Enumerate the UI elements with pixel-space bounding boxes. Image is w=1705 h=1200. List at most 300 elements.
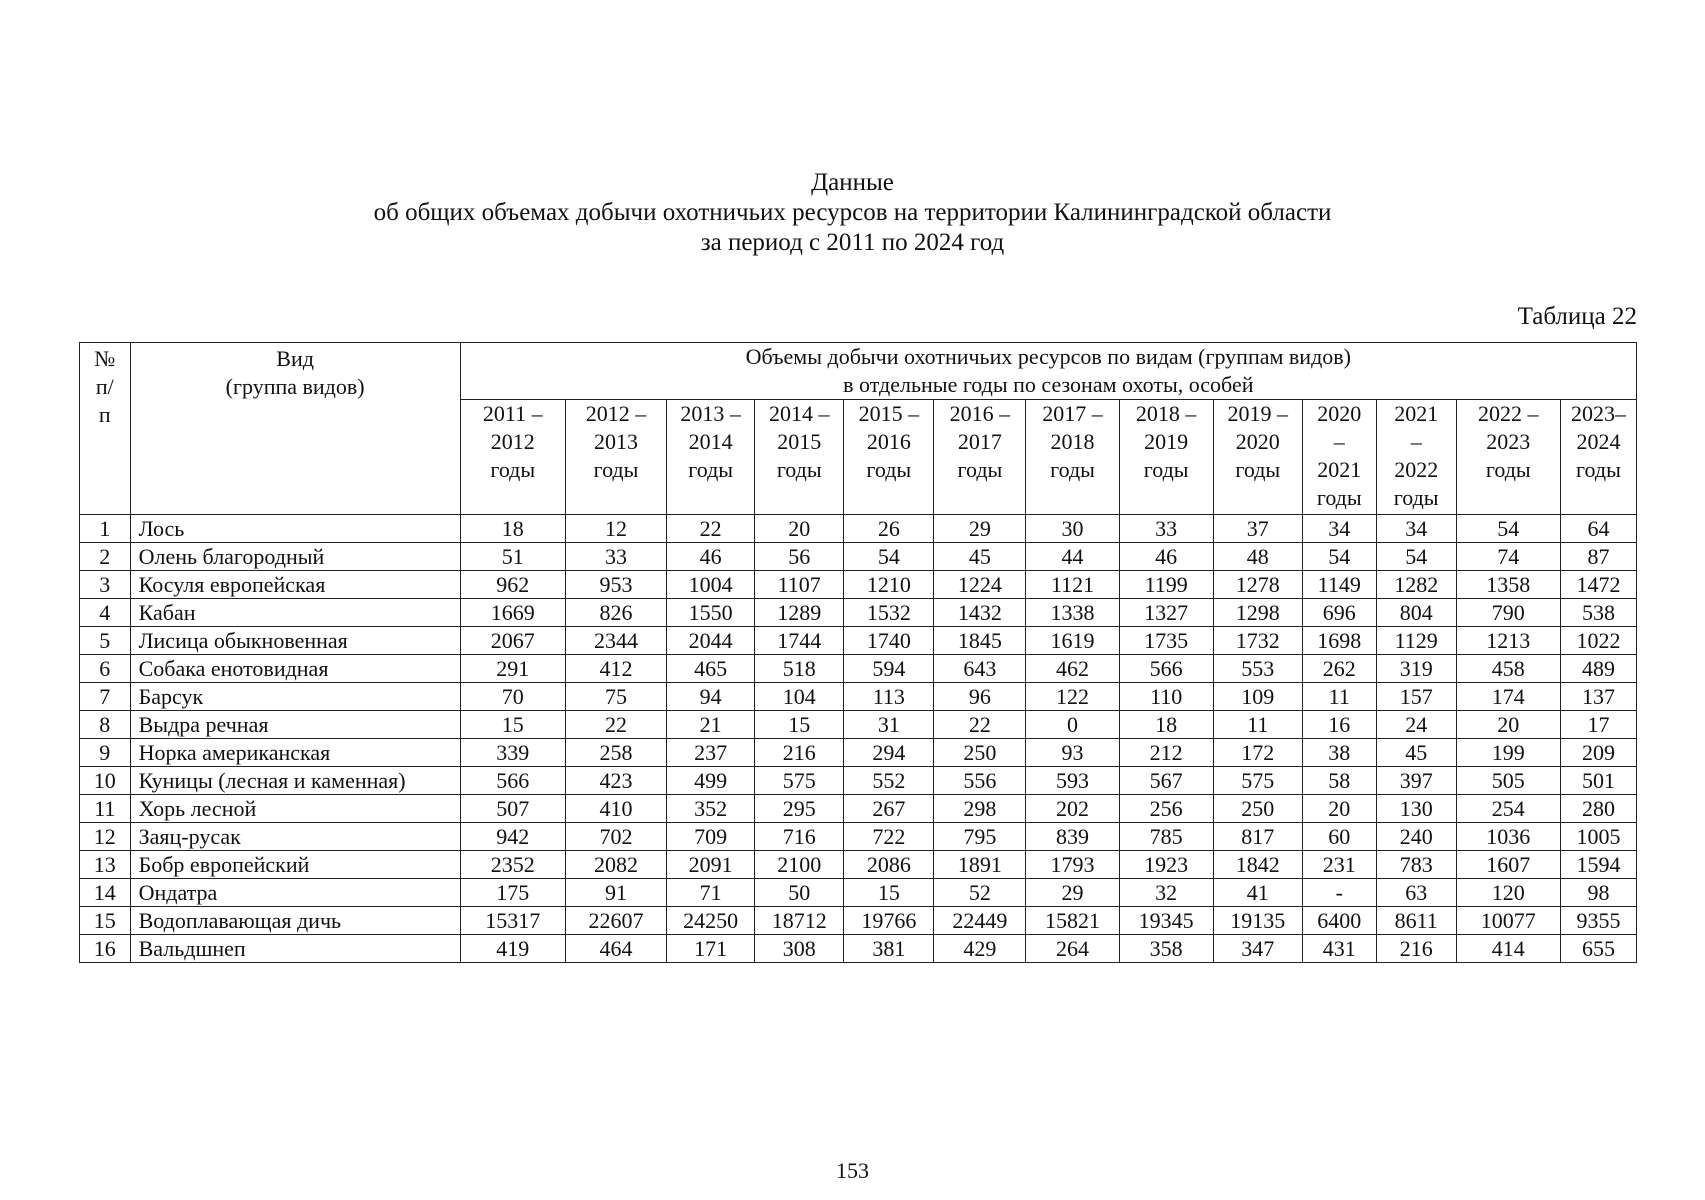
value-cell: 1149 (1302, 571, 1376, 599)
species-name: Куницы (лесная и каменная) (130, 767, 460, 795)
year-header-line: годы (1143, 457, 1189, 482)
value-cell: 71 (667, 879, 755, 907)
value-cell: 294 (844, 739, 934, 767)
value-cell: 1594 (1560, 851, 1636, 879)
value-cell: 11 (1213, 711, 1302, 739)
value-cell: 54 (1302, 543, 1376, 571)
value-cell: 91 (565, 879, 666, 907)
species-name: Ондатра (130, 879, 460, 907)
year-header-9 (1302, 400, 1376, 515)
value-cell: 212 (1119, 739, 1213, 767)
value-cell: 716 (755, 823, 844, 851)
value-cell: 505 (1456, 767, 1560, 795)
value-cell: 41 (1213, 879, 1302, 907)
species-name: Заяц-русак (130, 823, 460, 851)
value-cell: 20 (1456, 711, 1560, 739)
table-row (80, 683, 1637, 711)
value-cell: 120 (1456, 879, 1560, 907)
value-cell: 410 (565, 795, 666, 823)
value-cell: 26 (844, 515, 934, 543)
value-cell: 24250 (667, 907, 755, 935)
species-name: Бобр европейский (130, 851, 460, 879)
value-cell: 250 (934, 739, 1026, 767)
value-cell: 280 (1560, 795, 1636, 823)
row-number: 2 (80, 543, 131, 571)
value-cell: 38 (1302, 739, 1376, 767)
value-cell: 15 (460, 711, 565, 739)
value-cell: 1005 (1560, 823, 1636, 851)
table-row (80, 711, 1637, 739)
value-cell: 10077 (1456, 907, 1560, 935)
year-header-line: 2019 (1144, 429, 1189, 454)
year-header-1 (565, 400, 666, 515)
value-cell: 298 (934, 795, 1026, 823)
row-number: 3 (80, 571, 131, 599)
table-row (80, 739, 1637, 767)
value-cell: 15317 (460, 907, 565, 935)
value-cell: 2082 (565, 851, 666, 879)
species-name: Выдра речная (130, 711, 460, 739)
value-cell: 256 (1119, 795, 1213, 823)
year-header-line: 2023 (1486, 429, 1531, 454)
value-cell: 1472 (1560, 571, 1636, 599)
value-cell: 11 (1302, 683, 1376, 711)
value-cell: 9355 (1560, 907, 1636, 935)
value-cell: 518 (755, 655, 844, 683)
value-cell: 696 (1302, 599, 1376, 627)
value-cell: 538 (1560, 599, 1636, 627)
table-row (80, 823, 1637, 851)
row-number: 9 (80, 739, 131, 767)
value-cell: 16 (1302, 711, 1376, 739)
value-cell: 2344 (565, 627, 666, 655)
table-row (80, 627, 1637, 655)
value-cell: 462 (1026, 655, 1119, 683)
year-header-line: 2023– (1570, 401, 1626, 426)
value-cell: 790 (1456, 599, 1560, 627)
title-line-1: Данные (811, 169, 894, 196)
value-cell: 137 (1560, 683, 1636, 711)
value-cell: 1129 (1376, 627, 1456, 655)
year-header-line: 2015 (777, 429, 822, 454)
year-header-3 (755, 400, 844, 515)
header-row-1 (80, 343, 1637, 400)
row-number: 11 (80, 795, 131, 823)
value-cell: 655 (1560, 935, 1636, 963)
value-cell: 231 (1302, 851, 1376, 879)
row-number: 1 (80, 515, 131, 543)
value-cell: 795 (934, 823, 1026, 851)
value-cell: 75 (565, 683, 666, 711)
year-header-line: 2014 – (768, 401, 830, 426)
row-number: 15 (80, 907, 131, 935)
year-header-line: – (1410, 429, 1422, 454)
year-header-line: 2013 (594, 429, 639, 454)
value-cell: 2100 (755, 851, 844, 879)
value-cell: 826 (565, 599, 666, 627)
species-name: Хорь лесной (130, 795, 460, 823)
value-cell: 397 (1376, 767, 1456, 795)
value-cell: 109 (1213, 683, 1302, 711)
value-cell: 1735 (1119, 627, 1213, 655)
value-cell: 2044 (667, 627, 755, 655)
year-header-line: 2020 (1317, 401, 1362, 426)
value-cell: 50 (755, 879, 844, 907)
value-cell: 60 (1302, 823, 1376, 851)
year-header-line: 2021 (1394, 401, 1439, 426)
value-cell: 1289 (755, 599, 844, 627)
value-cell: 1698 (1302, 627, 1376, 655)
year-header-line: 2019 – (1227, 401, 1289, 426)
value-cell: 56 (755, 543, 844, 571)
year-header-line: годы (1316, 485, 1362, 510)
value-cell: 104 (755, 683, 844, 711)
table-row (80, 907, 1637, 935)
value-cell: 30 (1026, 515, 1119, 543)
value-cell: 1338 (1026, 599, 1119, 627)
year-header-4 (844, 400, 934, 515)
row-number: 8 (80, 711, 131, 739)
row-number: 6 (80, 655, 131, 683)
value-cell: 1669 (460, 599, 565, 627)
value-cell: 216 (1376, 935, 1456, 963)
value-cell: 54 (1376, 543, 1456, 571)
group-header-line-1: Объемы добычи охотничьих ресурсов по видам (группам видов) (745, 344, 1351, 369)
value-cell: 240 (1376, 823, 1456, 851)
value-cell: 31 (844, 711, 934, 739)
value-cell: 507 (460, 795, 565, 823)
year-header-line: 2020 (1235, 429, 1280, 454)
year-header-line: 2013 – (680, 401, 741, 426)
value-cell: 18 (460, 515, 565, 543)
table-row (80, 543, 1637, 571)
value-cell: 817 (1213, 823, 1302, 851)
species-name: Лось (130, 515, 460, 543)
value-cell: 2352 (460, 851, 565, 879)
year-header-line: 2016 – (949, 401, 1011, 426)
value-cell: 1923 (1119, 851, 1213, 879)
value-cell: 20 (1302, 795, 1376, 823)
value-cell: 722 (844, 823, 934, 851)
value-cell: 953 (565, 571, 666, 599)
value-cell: 1282 (1376, 571, 1456, 599)
value-cell: 96 (934, 683, 1026, 711)
value-cell: 130 (1376, 795, 1456, 823)
value-cell: 423 (565, 767, 666, 795)
value-cell: 575 (1213, 767, 1302, 795)
value-cell: 45 (1376, 739, 1456, 767)
value-cell: 46 (667, 543, 755, 571)
value-cell: 1199 (1119, 571, 1213, 599)
year-header-line: 2014 (688, 429, 733, 454)
value-cell: 122 (1026, 683, 1119, 711)
value-cell: 501 (1560, 767, 1636, 795)
value-cell: 1107 (755, 571, 844, 599)
value-cell: 45 (934, 543, 1026, 571)
value-cell: 157 (1376, 683, 1456, 711)
year-header-line: годы (1576, 457, 1621, 482)
year-header-line: 2012 (490, 429, 535, 454)
value-cell: 33 (1119, 515, 1213, 543)
row-number: 16 (80, 935, 131, 963)
year-header-line: годы (688, 457, 734, 482)
value-cell: 702 (565, 823, 666, 851)
year-header-0 (460, 400, 565, 515)
value-cell: 171 (667, 935, 755, 963)
year-header-line: 2022 (1394, 457, 1439, 482)
table-row (80, 515, 1637, 543)
document-title (0, 168, 1705, 258)
value-cell: 70 (460, 683, 565, 711)
value-cell: 575 (755, 767, 844, 795)
col-name-header: Вид (группа видов) (130, 343, 460, 515)
value-cell: 1845 (934, 627, 1026, 655)
value-cell: 19766 (844, 907, 934, 935)
year-header-line: годы (1485, 457, 1531, 482)
title-line-3: за период с 2011 по 2024 год (700, 229, 1005, 256)
value-cell: 1210 (844, 571, 934, 599)
value-cell: 839 (1026, 823, 1119, 851)
value-cell: 2086 (844, 851, 934, 879)
value-cell: 0 (1026, 711, 1119, 739)
year-header-line: 2018 (1050, 429, 1095, 454)
value-cell: 250 (1213, 795, 1302, 823)
value-cell: 262 (1302, 655, 1376, 683)
value-cell: 15 (844, 879, 934, 907)
year-header-line: годы (1393, 485, 1439, 510)
value-cell: 6400 (1302, 907, 1376, 935)
value-cell: 358 (1119, 935, 1213, 963)
value-cell: 19345 (1119, 907, 1213, 935)
value-cell: 1793 (1026, 851, 1119, 879)
value-cell: 18712 (755, 907, 844, 935)
species-name: Собака енотовидная (130, 655, 460, 683)
table-row (80, 599, 1637, 627)
value-cell: 553 (1213, 655, 1302, 683)
value-cell: 22 (565, 711, 666, 739)
value-cell: 209 (1560, 739, 1636, 767)
value-cell: 785 (1119, 823, 1213, 851)
year-header-12 (1560, 400, 1636, 515)
value-cell: 34 (1376, 515, 1456, 543)
value-cell: 15 (755, 711, 844, 739)
value-cell: 202 (1026, 795, 1119, 823)
value-cell: 52 (934, 879, 1026, 907)
value-cell: 567 (1119, 767, 1213, 795)
value-cell: 458 (1456, 655, 1560, 683)
row-number: 14 (80, 879, 131, 907)
value-cell: 381 (844, 935, 934, 963)
value-cell: 431 (1302, 935, 1376, 963)
value-cell: 295 (755, 795, 844, 823)
value-cell: 1022 (1560, 627, 1636, 655)
value-cell: 465 (667, 655, 755, 683)
year-header-line: 2022 – (1478, 401, 1539, 426)
value-cell: 51 (460, 543, 565, 571)
year-header-line: годы (593, 457, 639, 482)
value-cell: 254 (1456, 795, 1560, 823)
value-cell: 110 (1119, 683, 1213, 711)
table-row (80, 795, 1637, 823)
value-cell: 783 (1376, 851, 1456, 879)
value-cell: 46 (1119, 543, 1213, 571)
value-cell: 1213 (1456, 627, 1560, 655)
year-header-line: годы (866, 457, 912, 482)
value-cell: 32 (1119, 879, 1213, 907)
value-cell: 308 (755, 935, 844, 963)
year-header-line: годы (957, 457, 1003, 482)
value-cell: 1607 (1456, 851, 1560, 879)
value-cell: 339 (460, 739, 565, 767)
value-cell: 18 (1119, 711, 1213, 739)
value-cell: 54 (844, 543, 934, 571)
species-name: Кабан (130, 599, 460, 627)
table-label: Таблица 22 (1517, 303, 1637, 330)
value-cell: 113 (844, 683, 934, 711)
species-name: Водоплавающая дичь (130, 907, 460, 935)
value-cell: 1036 (1456, 823, 1560, 851)
value-cell: 199 (1456, 739, 1560, 767)
table-row (80, 879, 1637, 907)
value-cell: 48 (1213, 543, 1302, 571)
value-cell: 54 (1456, 515, 1560, 543)
row-number: 13 (80, 851, 131, 879)
value-cell: 1327 (1119, 599, 1213, 627)
table-row (80, 851, 1637, 879)
value-cell: 1891 (934, 851, 1026, 879)
year-header-line: 2017 (957, 429, 1002, 454)
group-header-line-2: в отдельные годы по сезонам охоты, особей (843, 372, 1254, 397)
value-cell: 29 (934, 515, 1026, 543)
value-cell: 962 (460, 571, 565, 599)
table-row (80, 767, 1637, 795)
title-line-2: об общих объемах добычи охотничьих ресурсов на территории Калининградской области (373, 199, 1332, 226)
value-cell: 552 (844, 767, 934, 795)
year-header-line: годы (1050, 457, 1095, 482)
value-cell: 942 (460, 823, 565, 851)
table-row (80, 935, 1637, 963)
value-cell: 1532 (844, 599, 934, 627)
value-cell: 429 (934, 935, 1026, 963)
value-cell: 216 (755, 739, 844, 767)
value-cell: 20 (755, 515, 844, 543)
species-name: Олень благородный (130, 543, 460, 571)
value-cell: 22 (667, 515, 755, 543)
value-cell: 556 (934, 767, 1026, 795)
year-header-line: 2018 – (1135, 401, 1197, 426)
table-row (80, 655, 1637, 683)
value-cell: 172 (1213, 739, 1302, 767)
value-cell: 64 (1560, 515, 1636, 543)
value-cell: 63 (1376, 879, 1456, 907)
year-header-line: 2011 – (482, 401, 543, 426)
value-cell: 2091 (667, 851, 755, 879)
table-body (80, 515, 1637, 963)
year-header-line: годы (490, 457, 536, 482)
value-cell: 489 (1560, 655, 1636, 683)
year-header-line: – (1333, 429, 1345, 454)
year-header-line: 2012 – (585, 401, 647, 426)
value-cell: 1550 (667, 599, 755, 627)
value-cell: 1732 (1213, 627, 1302, 655)
value-cell: 1842 (1213, 851, 1302, 879)
value-cell: 291 (460, 655, 565, 683)
value-cell: 22607 (565, 907, 666, 935)
value-cell: 566 (460, 767, 565, 795)
value-cell: 237 (667, 739, 755, 767)
year-header-7 (1119, 400, 1213, 515)
value-cell: 643 (934, 655, 1026, 683)
value-cell: 24 (1376, 711, 1456, 739)
species-name: Норка американская (130, 739, 460, 767)
value-cell: 34 (1302, 515, 1376, 543)
value-cell: 499 (667, 767, 755, 795)
value-cell: 175 (460, 879, 565, 907)
value-cell: 37 (1213, 515, 1302, 543)
value-cell: 319 (1376, 655, 1456, 683)
value-cell: 1224 (934, 571, 1026, 599)
group-header (460, 343, 1636, 400)
value-cell: 33 (565, 543, 666, 571)
species-name: Вальдшнеп (130, 935, 460, 963)
value-cell: 21 (667, 711, 755, 739)
value-cell: 22 (934, 711, 1026, 739)
value-cell: 29 (1026, 879, 1119, 907)
value-cell: 419 (460, 935, 565, 963)
row-number: 10 (80, 767, 131, 795)
value-cell: 258 (565, 739, 666, 767)
value-cell: 1298 (1213, 599, 1302, 627)
value-cell: 1619 (1026, 627, 1119, 655)
year-header-10 (1376, 400, 1456, 515)
value-cell: 414 (1456, 935, 1560, 963)
value-cell: 17 (1560, 711, 1636, 739)
value-cell: 1744 (755, 627, 844, 655)
species-name: Косуля европейская (130, 571, 460, 599)
value-cell: 464 (565, 935, 666, 963)
species-name: Лисица обыкновенная (130, 627, 460, 655)
value-cell: 566 (1119, 655, 1213, 683)
value-cell: 593 (1026, 767, 1119, 795)
value-cell: 12 (565, 515, 666, 543)
value-cell: - (1302, 879, 1376, 907)
value-cell: 1358 (1456, 571, 1560, 599)
value-cell: 709 (667, 823, 755, 851)
value-cell: 1278 (1213, 571, 1302, 599)
value-cell: 22449 (934, 907, 1026, 935)
col-num-header: № п/ п (80, 343, 131, 515)
value-cell: 267 (844, 795, 934, 823)
value-cell: 15821 (1026, 907, 1119, 935)
page-number: 153 (836, 1158, 869, 1183)
year-header-11 (1456, 400, 1560, 515)
value-cell: 352 (667, 795, 755, 823)
value-cell: 19135 (1213, 907, 1302, 935)
value-cell: 87 (1560, 543, 1636, 571)
year-header-line: 2016 (866, 429, 911, 454)
value-cell: 264 (1026, 935, 1119, 963)
value-cell: 98 (1560, 879, 1636, 907)
value-cell: 594 (844, 655, 934, 683)
value-cell: 412 (565, 655, 666, 683)
year-header-line: 2021 (1317, 457, 1362, 482)
year-header-5 (934, 400, 1026, 515)
value-cell: 1740 (844, 627, 934, 655)
value-cell: 93 (1026, 739, 1119, 767)
value-cell: 1121 (1026, 571, 1119, 599)
row-number: 4 (80, 599, 131, 627)
year-header-8 (1213, 400, 1302, 515)
